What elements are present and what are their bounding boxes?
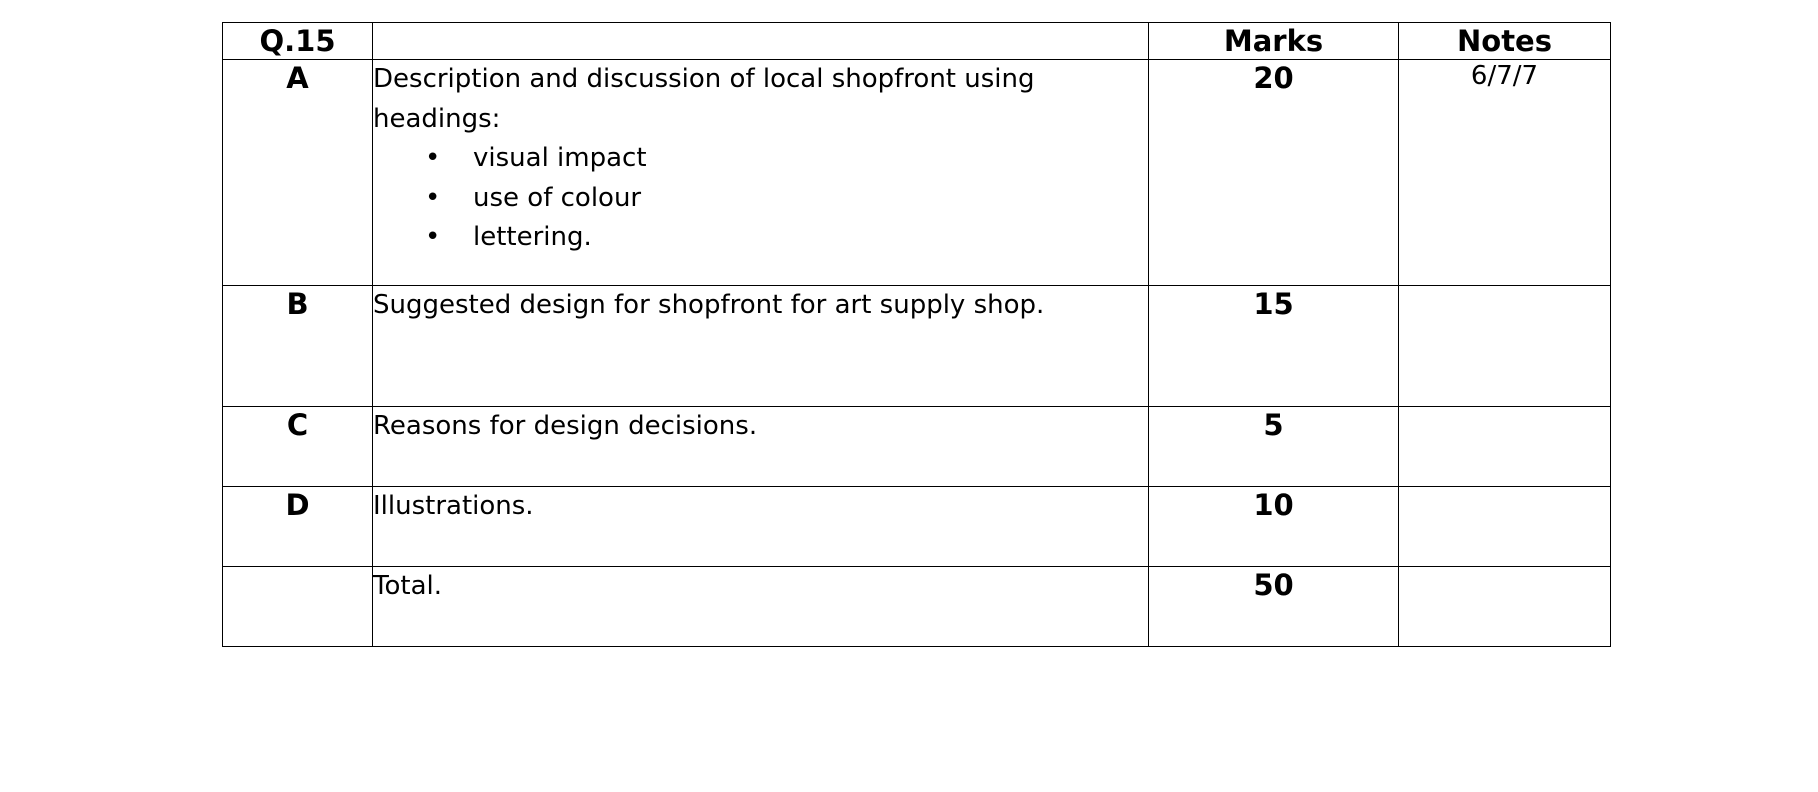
row-notes-b [1399, 286, 1611, 407]
row-notes-total [1399, 567, 1611, 647]
bullet-text: lettering. [473, 222, 592, 253]
marking-scheme-table [222, 22, 1611, 647]
row-marks-c: 5 [1149, 407, 1399, 487]
table-row [223, 407, 1611, 487]
row-notes-a: 6/7/7 [1399, 60, 1611, 286]
bullet-text: visual impact [473, 143, 647, 174]
bullet-icon: • [425, 143, 441, 174]
list-item [425, 139, 1148, 179]
row-bullet-list-a [373, 139, 1148, 258]
list-item [425, 179, 1148, 219]
row-marks-d: 10 [1149, 487, 1399, 567]
table-row [223, 286, 1611, 407]
row-marks-a: 20 [1149, 60, 1399, 286]
bullet-icon: • [425, 182, 441, 213]
header-description [373, 23, 1149, 60]
table-row-total [223, 567, 1611, 647]
row-label-d: D [223, 487, 373, 567]
table-row [223, 487, 1611, 567]
row-notes-d [1399, 487, 1611, 567]
row-label-c: C [223, 407, 373, 487]
list-item [425, 218, 1148, 258]
row-label-a: A [223, 60, 373, 286]
row-description-total [373, 567, 1149, 647]
marking-scheme-table-wrapper [222, 22, 1610, 647]
row-description-b [373, 286, 1149, 407]
table-header-row [223, 23, 1611, 60]
bullet-icon: • [425, 222, 441, 253]
bullet-text: use of colour [473, 182, 642, 213]
header-marks: Marks [1149, 23, 1399, 60]
table-row [223, 60, 1611, 286]
row-description-lead-total: Total. [373, 571, 442, 602]
row-description-d [373, 487, 1149, 567]
row-description-c [373, 407, 1149, 487]
row-description-lead-b: Suggested design for shopfront for art supply shop. [373, 290, 1045, 321]
row-description-lead-c: Reasons for design decisions. [373, 411, 758, 442]
header-question-label: Q.15 [223, 23, 373, 60]
row-description-a [373, 60, 1149, 286]
row-notes-c [1399, 407, 1611, 487]
row-description-lead-a: Description and discussion of local shopfront using headings: [373, 64, 1035, 134]
header-notes: Notes [1399, 23, 1611, 60]
row-label-total [223, 567, 373, 647]
row-description-lead-d: Illustrations. [373, 491, 534, 522]
row-label-b: B [223, 286, 373, 407]
row-marks-b: 15 [1149, 286, 1399, 407]
row-marks-total: 50 [1149, 567, 1399, 647]
